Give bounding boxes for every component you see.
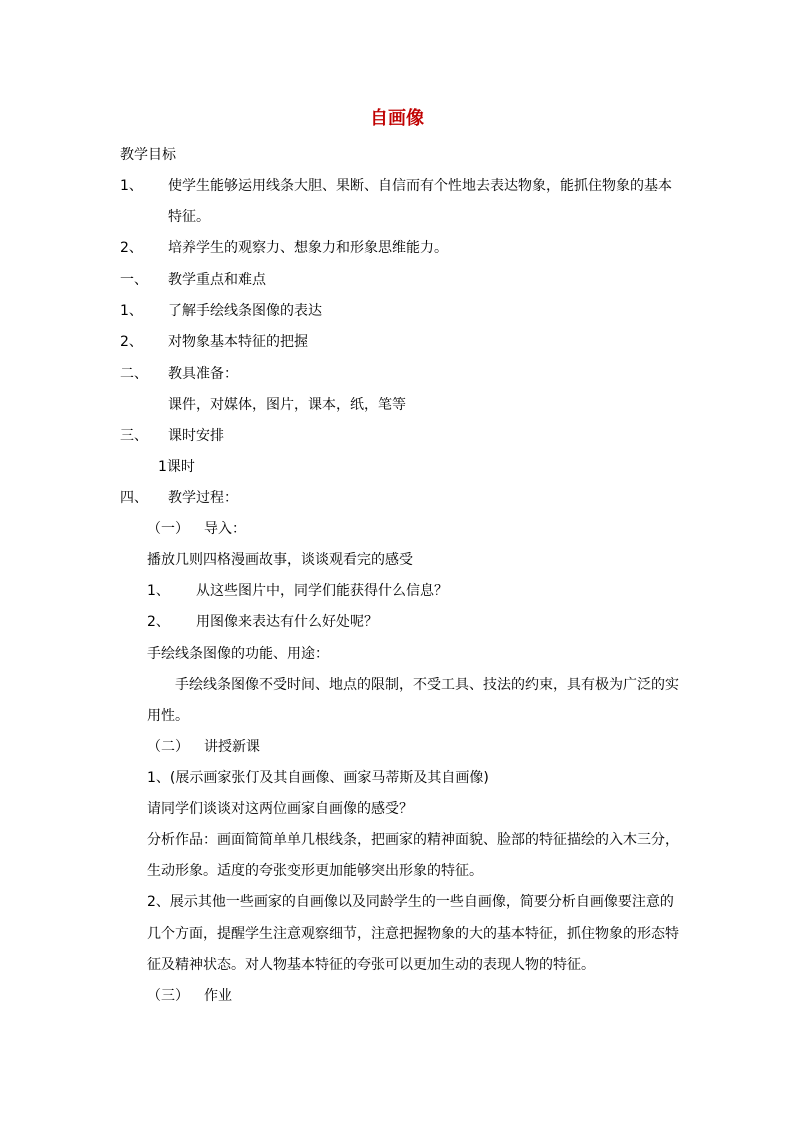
section-number: 三、 xyxy=(120,428,148,444)
list-number: 1、 xyxy=(147,583,170,599)
line-text: 用图像来表达有什么好处呢？ xyxy=(196,614,378,630)
line-text: 1、(展示画家张仃及其自画像、画家马蒂斯及其自画像) xyxy=(147,770,489,786)
line-text: 使学生能够运用线条大胆、果断、自信而有个性地去表达物象，能抓住物象的基本 xyxy=(168,178,672,194)
line-text: 教学目标 xyxy=(120,147,176,163)
line-text: 课件，对媒体，图片，课本，纸，笔等 xyxy=(168,397,406,413)
section-number: 一、 xyxy=(120,272,148,288)
subsection-number: （三） xyxy=(147,988,189,1004)
line-text: 播放几则四格漫画故事，谈谈观看完的感受 xyxy=(147,552,413,568)
line-text: 了解手绘线条图像的表达 xyxy=(168,303,322,319)
line-text: 对物象基本特征的把握 xyxy=(168,334,308,350)
line-text: 培养学生的观察力、想象力和形象思维能力。 xyxy=(168,240,448,256)
list-number: 1、 xyxy=(120,303,143,319)
subsection-number: （一） xyxy=(147,521,189,537)
line-text: 从这些图片中，同学们能获得什么信息？ xyxy=(196,583,448,599)
line-text: 1课时 xyxy=(158,459,195,475)
section-number: 二、 xyxy=(120,366,148,382)
line-text: 导入： xyxy=(204,521,246,537)
line-text: 分析作品：画面简简单单几根线条，把画家的精神面貌、脸部的特征描绘的入木三分， xyxy=(147,832,679,848)
line-text: 几个方面，提醒学生注意观察细节，注意把握物象的大的基本特征，抓住物象的形态特 xyxy=(147,926,679,942)
line-text: 用性。 xyxy=(147,708,189,724)
line-text: 手绘线条图像不受时间、地点的限制，不受工具、技法的约束，具有极为广泛的实 xyxy=(175,677,679,693)
line-text: 课时安排 xyxy=(168,428,224,444)
line-text: 教学重点和难点 xyxy=(168,272,266,288)
line-text: 手绘线条图像的功能、用途： xyxy=(147,646,329,662)
list-number: 2、 xyxy=(120,334,143,350)
line-text: 2、展示其他一些画家的自画像以及同龄学生的一些自画像，简要分析自画像要注意的 xyxy=(147,894,674,910)
line-text: 征及精神状态。对人物基本特征的夸张可以更加生动的表现人物的特征。 xyxy=(147,957,595,973)
line-text: 教具准备： xyxy=(168,366,238,382)
line-text: 请同学们谈谈对这两位画家自画像的感受？ xyxy=(147,801,413,817)
subsection-number: （二） xyxy=(147,739,189,755)
line-text: 特征。 xyxy=(168,209,210,225)
line-text: 生动形象。适度的夸张变形更加能够突出形象的特征。 xyxy=(147,863,483,879)
line-text: 作业 xyxy=(204,988,232,1004)
line-text: 讲授新课 xyxy=(204,739,260,755)
document-title: 自画像 xyxy=(370,108,424,129)
line-text: 教学过程： xyxy=(168,490,238,506)
list-number: 1、 xyxy=(120,178,143,194)
list-number: 2、 xyxy=(147,614,170,630)
section-number: 四、 xyxy=(120,490,148,506)
list-number: 2、 xyxy=(120,240,143,256)
